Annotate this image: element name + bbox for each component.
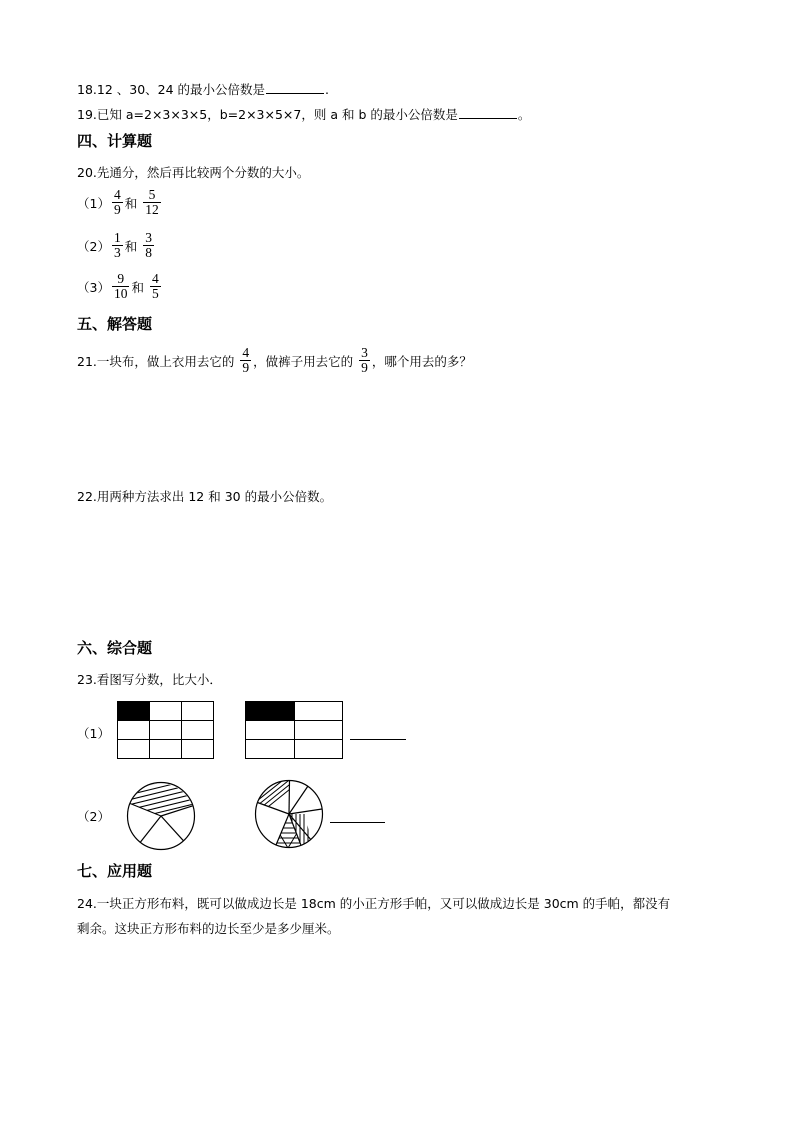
fraction: $\frac{1}{3}$ <box>113 230 121 260</box>
question-24-line2: 剩余。这块正方形布料的边长至少是多少厘米。 <box>77 921 340 936</box>
fraction: $\frac{4}{9}$ <box>242 345 250 375</box>
answer-blank[interactable] <box>266 81 324 94</box>
answer-line[interactable] <box>350 739 406 740</box>
grid-figure-a <box>117 701 214 759</box>
section-heading: 四、计算题 <box>77 132 153 150</box>
question-23-stem: 23.看图写分数，比大小． <box>77 672 222 687</box>
row-label: （2） <box>77 809 110 824</box>
question-20-item <box>77 188 163 217</box>
pie-figure-a <box>120 777 202 855</box>
fraction: $\frac{3}{9}$ <box>361 345 368 375</box>
question-19-end: 。 <box>517 107 531 122</box>
item-label: （2） <box>77 238 110 254</box>
and-text: 和 <box>124 238 138 254</box>
question-21-part3: ，哪个用去的多？ <box>371 353 472 369</box>
row-label: （1） <box>77 726 110 741</box>
question-19-text: 19.已知 a=2×3×3×5，b=2×3×5×7，则 a 和 b 的最小公倍数是 <box>77 107 458 122</box>
pie-figure-b <box>248 773 330 855</box>
question-20-item <box>77 272 163 301</box>
question-18-text: 18.12 、30、24 的最小公倍数是 <box>77 82 266 97</box>
and-text: 和 <box>131 279 144 295</box>
question-24-line1: 24.一块正方形布料，既可以做成边长是 18cm 的小正方形手帕，又可以做成边长是 30cm 的手帕，都没有 <box>77 896 671 911</box>
question-18 <box>77 80 329 98</box>
question-22: 22.用两种方法求出 12 和 30 的最小公倍数。 <box>77 489 333 504</box>
question-20-item <box>77 231 156 260</box>
fraction: $\frac{9}{10}$ <box>113 271 128 301</box>
answer-line[interactable] <box>330 822 385 823</box>
section-heading: 七、应用题 <box>77 862 153 880</box>
fraction: $\frac{4}{5}$ <box>151 271 159 301</box>
question-21-part2: ，做裤子用去它的 <box>253 353 354 369</box>
item-label: （3） <box>77 279 110 295</box>
answer-blank[interactable] <box>459 106 517 119</box>
section-heading: 五、解答题 <box>77 315 153 333</box>
fraction: $\frac{4}{9}$ <box>113 187 121 217</box>
question-20-stem: 20.先通分，然后再比较两个分数的大小。 <box>77 165 310 180</box>
fraction: $\frac{5}{12}$ <box>145 187 159 217</box>
question-21-part1: 21.一块布，做上衣用去它的 <box>77 353 235 369</box>
section-heading: 六、综合题 <box>77 639 153 657</box>
and-text: 和 <box>124 195 138 211</box>
question-18-end: . <box>325 82 330 97</box>
question-19 <box>77 105 530 123</box>
grid-figure-b <box>245 701 343 759</box>
fraction: $\frac{3}{8}$ <box>145 230 152 260</box>
item-label: （1） <box>77 195 110 211</box>
question-21 <box>77 346 472 375</box>
